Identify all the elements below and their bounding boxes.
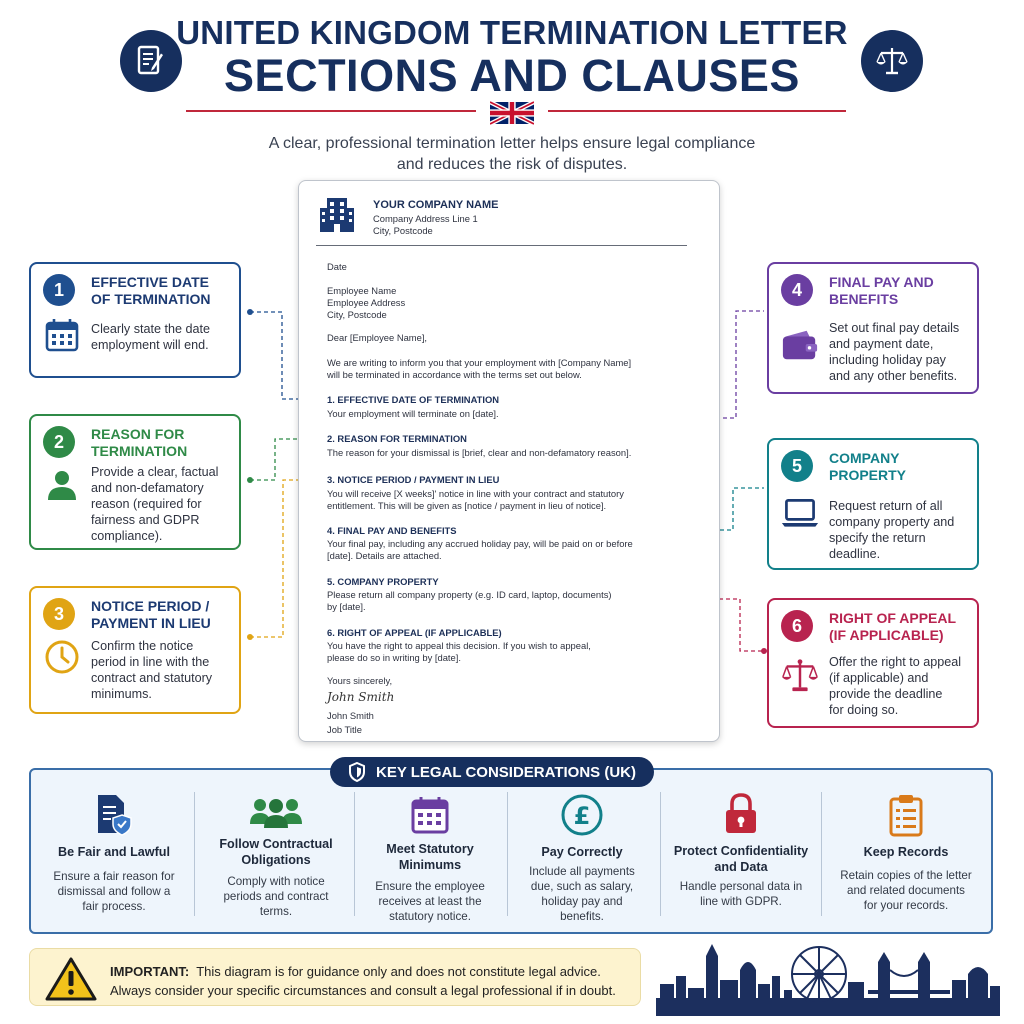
legal-item-2-desc-line: terms. — [259, 905, 293, 918]
legal-item-4-icon — [505, 792, 659, 838]
legal-item-confidentiality — [664, 788, 818, 928]
card-4-description — [829, 320, 969, 384]
legal-item-3-title-line: Meet Statutory — [386, 842, 474, 856]
company-address-1: Company Address Line 1 — [373, 213, 478, 224]
legal-divider — [821, 792, 822, 916]
card-6-description — [829, 654, 969, 718]
card-1-desc-line: employment will end. — [91, 338, 209, 352]
legal-item-5-title — [664, 843, 818, 875]
card-3-number: 3 — [43, 598, 75, 630]
card-4-title — [829, 274, 934, 308]
card-4-desc-line: and any other benefits. — [829, 369, 958, 383]
clock-icon — [44, 639, 80, 675]
important-text — [110, 962, 616, 1000]
legal-item-statutory — [353, 788, 507, 928]
intro-line-1: We are writing to inform you that your employment with [Company Name] — [327, 357, 632, 368]
warning-icon — [44, 956, 98, 1002]
legal-item-5-title-line: Protect Confidentiality — [673, 844, 809, 858]
card-3-desc-line: minimums. — [91, 687, 152, 701]
card-1-title-line-1: EFFECTIVE DATE — [91, 274, 209, 290]
card-3-title-line-1: NOTICE PERIOD / — [91, 598, 210, 614]
legal-item-2-title-line: Obligations — [241, 853, 311, 867]
important-line-1: This diagram is for guidance only and does not constitute legal advice. — [196, 964, 601, 979]
letter-date: Date — [327, 261, 347, 272]
section-3-text-2: entitlement. This will be given as [notice / payment in lieu of notice]. — [327, 500, 607, 511]
legal-item-6-title — [826, 844, 986, 860]
legal-item-3-desc-line: Ensure the employee — [375, 880, 485, 893]
union-jack-flag-icon — [490, 101, 534, 125]
card-5-description — [829, 498, 969, 562]
legal-item-2-title-line: Follow Contractual — [219, 837, 333, 851]
legal-item-6-desc-line: and related documents — [847, 884, 965, 897]
card-3-description — [91, 638, 231, 702]
card-2-title-line-2: TERMINATION — [91, 443, 188, 459]
employee-name: Employee Name — [327, 285, 397, 296]
legal-item-5-title-line: and Data — [714, 860, 768, 874]
section-2-text: The reason for your dismissal is [brief, clear and non-defamatory reason]. — [327, 447, 632, 458]
legal-item-6-desc-line: Retain copies of the letter — [840, 869, 972, 882]
card-5-title-line-1: COMPANY — [829, 450, 900, 466]
important-disclaimer — [29, 948, 641, 1006]
svg-text:£: £ — [573, 802, 591, 830]
legal-divider — [660, 792, 661, 916]
employee-address: Employee Address — [327, 297, 406, 308]
laptop-icon — [781, 496, 819, 530]
card-5-desc-line: specify the return — [829, 531, 926, 545]
card-4-title-line-1: FINAL PAY AND — [829, 274, 934, 290]
card-reason — [29, 414, 241, 550]
legal-item-6-description — [830, 868, 982, 913]
card-6-title — [829, 610, 956, 644]
group-icon — [248, 794, 304, 832]
title-line-1: UNITED KINGDOM TERMINATION LETTER — [176, 14, 848, 51]
card-6-desc-line: Offer the right to appeal — [829, 655, 962, 669]
card-3-desc-line: period in line with the — [91, 655, 210, 669]
legal-item-1-desc-line: fair process. — [82, 900, 146, 913]
legal-item-2-desc-line: Comply with notice — [227, 875, 325, 888]
card-4-desc-line: including holiday pay — [829, 353, 946, 367]
section-1-text: Your employment will terminate on [date]. — [327, 408, 499, 419]
card-5-icon — [781, 494, 819, 532]
person-icon — [45, 468, 79, 502]
legal-item-3-icon — [353, 792, 507, 838]
legal-item-6-desc-line: for your records. — [863, 899, 949, 912]
legal-item-3-desc-line: receives at least the — [378, 895, 482, 908]
legal-item-2-desc-line: periods and contract — [223, 890, 329, 903]
legal-divider — [194, 792, 195, 916]
legal-item-3-description — [357, 879, 503, 924]
letterhead-divider — [316, 245, 687, 246]
card-1-title-line-2: OF TERMINATION — [91, 291, 211, 307]
company-address-2: City, Postcode — [373, 225, 433, 236]
section-5-text-2: by [date]. — [327, 601, 366, 612]
section-3-text-1: You will receive [X weeks]' notice in line with your contract and statutory — [327, 488, 624, 499]
card-5-desc-line: company property and — [829, 515, 955, 529]
legal-considerations-heading — [330, 757, 654, 787]
signer-name: John Smith — [327, 710, 374, 721]
legal-item-4-desc-line: benefits. — [560, 910, 604, 923]
handwritten-signature: John Smith — [327, 690, 395, 704]
legal-item-1-title — [37, 844, 191, 860]
legal-item-4-desc-line: Include all payments — [529, 865, 635, 878]
legal-item-2-icon — [199, 790, 353, 836]
legal-item-3-desc-line: statutory notice. — [389, 910, 471, 923]
subtitle-line-1: A clear, professional termination letter helps ensure legal compliance — [268, 135, 756, 152]
card-2-desc-line: reason (required for — [91, 497, 202, 511]
card-5-desc-line: deadline. — [829, 547, 881, 561]
subtitle-line-2: and reduces the risk of disputes. — [396, 156, 628, 173]
title-line-2: SECTIONS AND CLAUSES — [224, 50, 800, 101]
card-2-desc-line: and non-defamatory — [91, 481, 204, 495]
legal-item-pay-correctly — [505, 788, 659, 928]
card-6-desc-line: for doing so. — [829, 703, 899, 717]
legal-item-4-desc-line: holiday pay and — [541, 895, 623, 908]
card-2-desc-line: fairness and GDPR — [91, 513, 200, 527]
card-3-desc-line: contract and statutory — [91, 671, 213, 685]
termination-letter — [298, 180, 720, 742]
legal-item-4-title-line: Pay Correctly — [541, 845, 623, 859]
card-6-title-line-1: RIGHT OF APPEAL — [829, 610, 957, 626]
legal-item-contractual — [199, 788, 353, 928]
card-6-desc-line: provide the deadline — [829, 687, 943, 701]
card-4-desc-line: Set out final pay details — [829, 321, 960, 335]
card-final-pay — [767, 262, 979, 394]
section-4-text-2: [date]. Details are attached. — [327, 550, 442, 561]
card-notice-period — [29, 586, 241, 714]
section-6-text-2: please do so in writing by [date]. — [327, 652, 461, 663]
card-3-icon — [43, 638, 81, 676]
greeting: Dear [Employee Name], — [327, 332, 428, 343]
section-6-title: 6. RIGHT OF APPEAL (IF APPLICABLE) — [327, 627, 502, 638]
legal-item-5-desc-line: line with GDPR. — [700, 895, 782, 908]
legal-item-fair-lawful — [37, 788, 191, 928]
legal-item-6-title-line: Keep Records — [863, 845, 949, 859]
card-1-icon — [43, 316, 81, 354]
card-2-icon — [43, 466, 81, 504]
card-3-title — [91, 598, 211, 632]
card-2-number: 2 — [43, 426, 75, 458]
legal-heading-text: KEY LEGAL CONSIDERATIONS (UK) — [375, 763, 637, 781]
card-4-number: 4 — [781, 274, 813, 306]
legal-item-2-description — [203, 874, 349, 919]
section-4-text-1: Your final pay, including any accrued holiday pay, will be paid on or before — [327, 538, 633, 549]
shield-icon — [348, 762, 366, 782]
office-building-icon — [318, 194, 356, 234]
legal-item-keep-records — [826, 788, 986, 928]
card-5-title — [829, 450, 906, 484]
legal-item-2-title — [199, 836, 353, 868]
legal-item-1-desc-line: Ensure a fair reason for — [53, 870, 175, 883]
legal-item-4-desc-line: due, such as salary, — [530, 880, 634, 893]
section-1-title: 1. EFFECTIVE DATE OF TERMINATION — [327, 394, 500, 405]
section-5-text-1: Please return all company property (e.g. ID card, laptop, documents) — [327, 589, 612, 600]
section-4-title: 4. FINAL PAY AND BENEFITS — [327, 525, 457, 536]
header-rule-left — [186, 110, 476, 112]
card-1-description — [91, 321, 231, 353]
legal-item-3-title — [353, 841, 507, 873]
card-6-icon — [781, 656, 819, 694]
card-1-desc-line: Clearly state the date — [91, 322, 211, 336]
card-6-number: 6 — [781, 610, 813, 642]
clipboard-icon — [888, 793, 924, 837]
section-3-title: 3. NOTICE PERIOD / PAYMENT IN LIEU — [327, 474, 500, 485]
card-5-title-line-2: PROPERTY — [829, 467, 907, 483]
header-rule-right — [548, 110, 846, 112]
document-shield-icon — [94, 793, 134, 837]
card-3-desc-line: Confirm the notice — [91, 639, 194, 653]
legal-item-5-description — [668, 879, 814, 909]
section-5-title: 5. COMPANY PROPERTY — [327, 576, 439, 587]
closing: Yours sincerely, — [327, 675, 393, 686]
legal-item-6-icon — [826, 792, 986, 838]
wallet-icon — [781, 328, 819, 362]
card-2-desc-line: compliance). — [91, 529, 163, 543]
card-2-description — [91, 464, 231, 544]
card-2-desc-line: Provide a clear, factual — [91, 465, 219, 479]
card-3-title-line-2: PAYMENT IN LIEU — [91, 615, 211, 631]
employee-city: City, Postcode — [327, 309, 387, 320]
section-6-text-1: You have the right to appeal this decision. If you wish to appeal, — [327, 640, 591, 651]
important-label: IMPORTANT: — [110, 964, 190, 979]
legal-item-4-description — [509, 864, 655, 924]
legal-item-1-desc-line: dismissal and follow a — [57, 885, 171, 898]
intro-line-2: will be terminated in accordance with the terms set out below. — [327, 369, 582, 380]
legal-item-1-icon — [37, 792, 191, 838]
card-2-title-line-1: REASON FOR — [91, 426, 185, 442]
card-4-desc-line: and payment date, — [829, 337, 934, 351]
legal-item-1-title-line: Be Fair and Lawful — [58, 845, 170, 859]
legal-item-1-description — [41, 869, 187, 914]
signer-title: Job Title — [327, 724, 362, 735]
section-2-title: 2. REASON FOR TERMINATION — [327, 433, 467, 444]
card-2-title — [91, 426, 187, 460]
legal-item-5-desc-line: Handle personal data in — [679, 880, 803, 893]
card-4-icon — [781, 326, 819, 364]
card-right-of-appeal — [767, 598, 979, 728]
lock-icon — [723, 791, 759, 835]
card-effective-date — [29, 262, 241, 378]
london-skyline-icon — [656, 940, 1000, 1016]
card-1-number: 1 — [43, 274, 75, 306]
calendar-icon — [44, 317, 80, 353]
pound-icon — [560, 793, 604, 837]
card-5-number: 5 — [781, 450, 813, 482]
subtitle — [0, 133, 1024, 175]
company-name: YOUR COMPANY NAME — [373, 199, 499, 211]
legal-item-3-title-line: Minimums — [398, 858, 462, 872]
legal-item-5-icon — [664, 790, 818, 836]
card-6-title-line-2: (IF APPLICABLE) — [829, 627, 944, 643]
card-4-title-line-2: BENEFITS — [829, 291, 899, 307]
calendar-icon — [410, 795, 450, 835]
card-5-desc-line: Request return of all — [829, 499, 943, 513]
card-6-desc-line: (if applicable) and — [829, 671, 929, 685]
legal-item-4-title — [505, 844, 659, 860]
card-company-property — [767, 438, 979, 570]
card-1-title — [91, 274, 211, 308]
scales-icon — [781, 656, 819, 694]
important-line-2: Always consider your specific circumstances and consult a legal professional if in doubt. — [110, 983, 616, 998]
